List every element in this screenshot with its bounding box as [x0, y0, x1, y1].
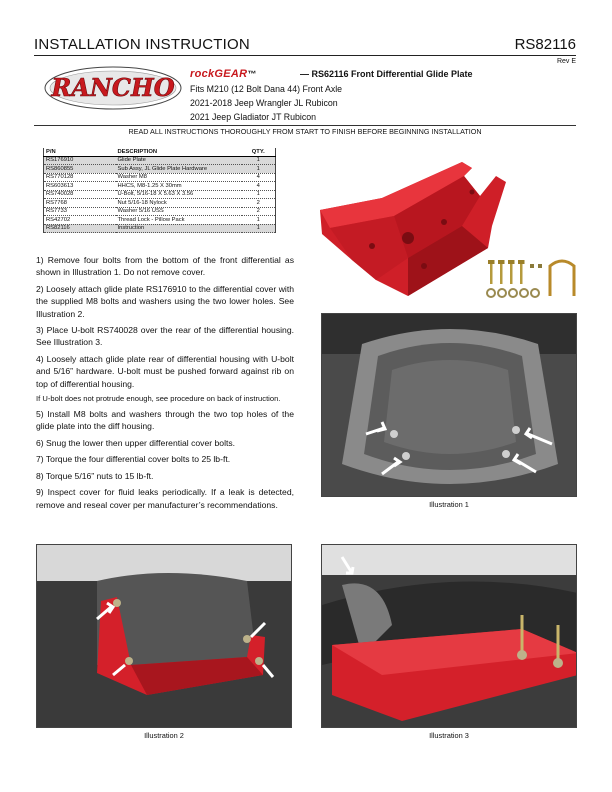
description-cell: Washer 5/16 USS — [116, 207, 242, 216]
step-3: 3) Place U-bolt RS740028 over the rear of the differential housing. See Illustration 3. — [36, 325, 294, 348]
table-row — [44, 165, 276, 174]
description-cell: Nut 5/16-18 Nylock — [116, 199, 242, 208]
rockgear-brand — [190, 68, 257, 80]
illustration-2-caption: Illustration 2 — [144, 731, 184, 740]
step-4: 4) Loosely attach glide plate rear of differential housing with U-bolt and 5/16” hardware. U-bolt must be pushed forward against rib on top of differential housing. — [36, 353, 294, 389]
table-row — [44, 199, 276, 208]
u-bolt-note: If U-bolt does not protrude enough, see procedure on back of instruction. — [36, 394, 281, 404]
qty-cell: 2 — [242, 199, 276, 208]
description-cell: Thread Lock - Pillow Pack — [116, 216, 242, 225]
col-header-description: DESCRIPTION — [116, 148, 242, 156]
step-9: 9) Inspect cover for fluid leaks periodically. If a leak is detected, remove and reseal cover per manufacturer’s recommendations. — [36, 487, 294, 510]
illustration-1-caption: Illustration 1 — [429, 500, 469, 509]
part-number-cell: RS7733 — [44, 207, 116, 216]
illustration-2-photo — [36, 544, 292, 728]
fitment-line: 2021 Jeep Gladiator JT Rubicon — [190, 112, 317, 122]
u-bolt-install-image — [322, 545, 577, 728]
part-number-cell: RS82116 — [44, 224, 116, 233]
part-number-cell: RS42702 — [44, 216, 116, 225]
qty-cell: 1 — [242, 190, 276, 199]
part-number: RS82116 — [514, 36, 576, 53]
qty-cell: 1 — [242, 165, 276, 174]
qty-cell: 1 — [242, 216, 276, 225]
svg-text:RANCHO: RANCHO — [51, 73, 175, 102]
step-5: 5) Install M8 bolts and washers through the two top holes of the glide plate into the diff housing. — [36, 409, 294, 432]
illustration-3-caption: Illustration 3 — [429, 731, 469, 740]
step-8: 8) Torque 5/16” nuts to 15 lb-ft. — [36, 470, 154, 481]
part-number-cell: RS603613 — [44, 182, 116, 191]
table-row — [44, 224, 276, 233]
description-cell: HHCS, M8-1.25 X 30mm — [116, 182, 242, 191]
col-header-qty: QTY. — [242, 148, 276, 156]
qty-cell: 1 — [242, 156, 276, 165]
fitment-line: 2021-2018 Jeep Wrangler JL Rubicon — [190, 98, 338, 108]
parts-table — [43, 148, 276, 233]
col-header-pn: P/N — [44, 148, 116, 156]
table-row — [44, 156, 276, 165]
document-title: INSTALLATION INSTRUCTION — [34, 36, 250, 53]
illustration-1-photo — [321, 313, 577, 497]
table-row — [44, 173, 276, 182]
part-number-cell: RS770128 — [44, 173, 116, 182]
trademark-mark: ™ — [247, 69, 257, 79]
parts-table-body — [44, 156, 276, 233]
description-cell: U-Bolt, 5/16-18 X 5.63 X 3.56 — [116, 190, 242, 199]
qty-cell: 4 — [242, 173, 276, 182]
part-number-cell: RS7768 — [44, 199, 116, 208]
qty-cell: 1 — [242, 224, 276, 233]
step-7: 7) Torque the four differential cover bolts to 25 lb-ft. — [36, 454, 231, 465]
revision-label: Rev E — [556, 58, 576, 65]
step-2: 2) Loosely attach glide plate RS176910 to the differential cover with the supplied M8 bolts and washers using the two lower holes. See Illustration 2. — [36, 283, 294, 319]
rockgear-text: rockGEAR — [190, 68, 248, 80]
glide-plate-install-image — [37, 545, 292, 728]
description-cell: Instruction — [116, 224, 242, 233]
table-row — [44, 207, 276, 216]
qty-cell: 4 — [242, 182, 276, 191]
table-row — [44, 216, 276, 225]
description-cell: Glide Plate — [116, 156, 242, 165]
table-header-row — [44, 148, 276, 156]
product-title: — RS62116 Front Differential Glide Plate — [300, 69, 473, 79]
description-cell: Washer M8 — [116, 173, 242, 182]
differential-cover-image — [322, 314, 577, 497]
step-6: 6) Snug the lower then upper differential cover bolts. — [36, 437, 236, 448]
table-row — [44, 182, 276, 191]
header-divider — [34, 55, 576, 56]
part-number-cell: RS740028 — [44, 190, 116, 199]
part-number-cell: RS860855 — [44, 165, 116, 174]
table-row — [44, 190, 276, 199]
read-all-notice: READ ALL INSTRUCTIONS THOROUGHLY FROM START TO FINISH BEFORE BEGINNING INSTALLATION — [34, 125, 576, 136]
rancho-logo — [44, 66, 182, 110]
illustration-3-photo — [321, 544, 577, 728]
step-1: 1) Remove four bolts from the bottom of the front differential as shown in Illustration 1. Do not remove cover. — [36, 255, 294, 278]
part-number-cell: RS176910 — [44, 156, 116, 165]
fitment-line: Fits M210 (12 Bolt Dana 44) Front Axle — [190, 84, 343, 94]
hardware-kit-image — [478, 256, 576, 302]
description-cell: Sub Assy, JL Glide Plate Hardware — [116, 165, 242, 174]
instruction-steps — [36, 254, 294, 515]
qty-cell: 2 — [242, 207, 276, 216]
